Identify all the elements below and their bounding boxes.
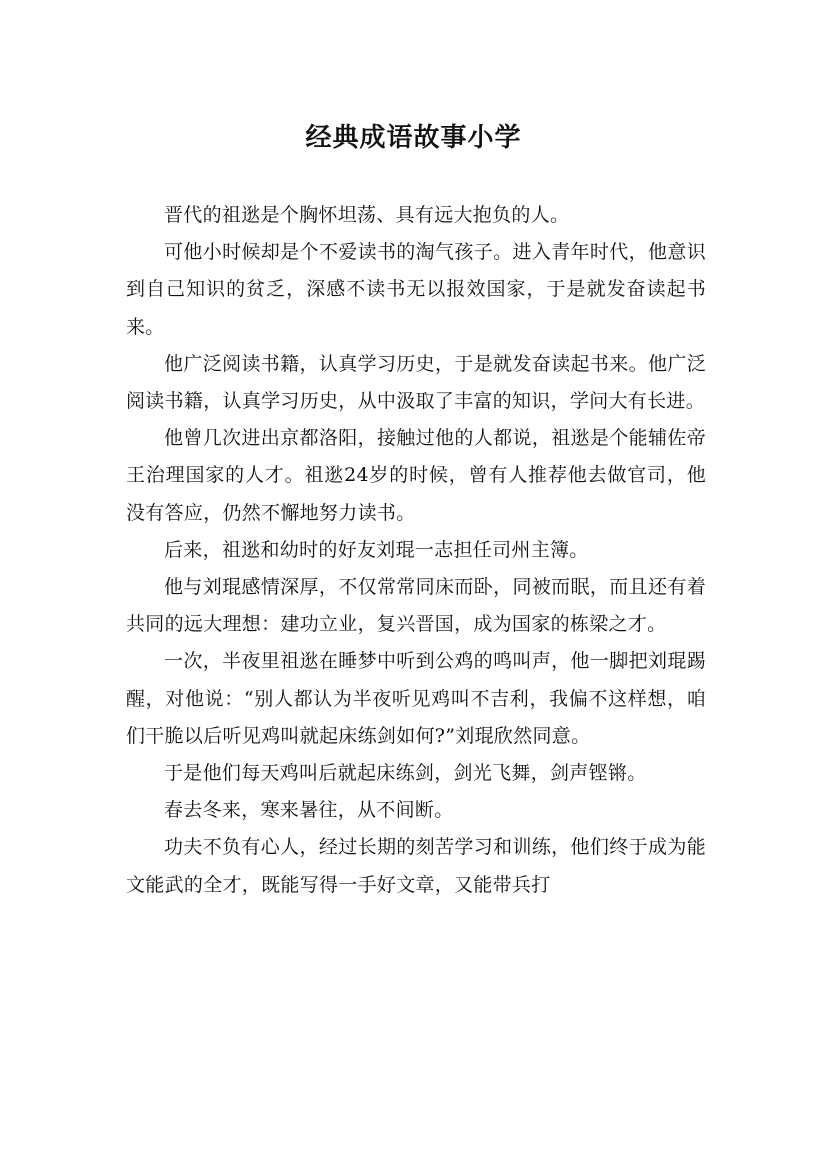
paragraph: 可他小时候却是个不爱读书的淘气孩子。进入青年时代，他意识到自己知识的贫乏，深感不读书无以报效国家，于是就发奋读起书来。 <box>126 241 706 338</box>
paragraph: 他与刘琨感情深厚，不仅常常同床而卧，同被而眠，而且还有着共同的远大理想：建功立业，复兴晋国，成为国家的栋梁之才。 <box>126 576 706 636</box>
paragraph: 功夫不负有心人，经过长期的刻苦学习和训练，他们终于成为能文能武的全才，既能写得一手好文章，又能带兵打 <box>126 836 706 896</box>
paragraph: 春去冬来，寒来暑往，从不间断。 <box>164 799 454 822</box>
document-title: 经典成语故事小学 <box>305 123 522 154</box>
paragraph: 后来，祖逖和幼时的好友刘琨一志担任司州主簿。 <box>164 538 589 561</box>
paragraph: 于是他们每天鸡叫后就起床练剑，剑光飞舞，剑声铿锵。 <box>164 762 647 785</box>
document-body <box>126 197 706 904</box>
paragraph: 他曾几次进出京都洛阳，接触过他的人都说，祖逖是个能辅佐帝王治理国家的人才。祖逖24岁的时候，曾有人推荐他去做官司，他没有答应，仍然不懈地努力读书。 <box>126 427 706 524</box>
paragraph: 晋代的祖逖是个胸怀坦荡、具有远大抱负的人。 <box>164 204 570 226</box>
paragraph: 一次，半夜里祖逖在睡梦中听到公鸡的鸣叫声，他一脚把刘琨踢醒，对他说：“别人都认为半夜听见鸡叫不吉利，我偏不这样想，咱们干脆以后听见鸡叫就起床练剑如何?”刘琨欣然同意。 <box>126 650 706 747</box>
paragraph: 他广泛阅读书籍，认真学习历史，于是就发奋读起书来。他广泛阅读书籍，认真学习历史，从中汲取了丰富的知识，学问大有长进。 <box>126 352 706 413</box>
